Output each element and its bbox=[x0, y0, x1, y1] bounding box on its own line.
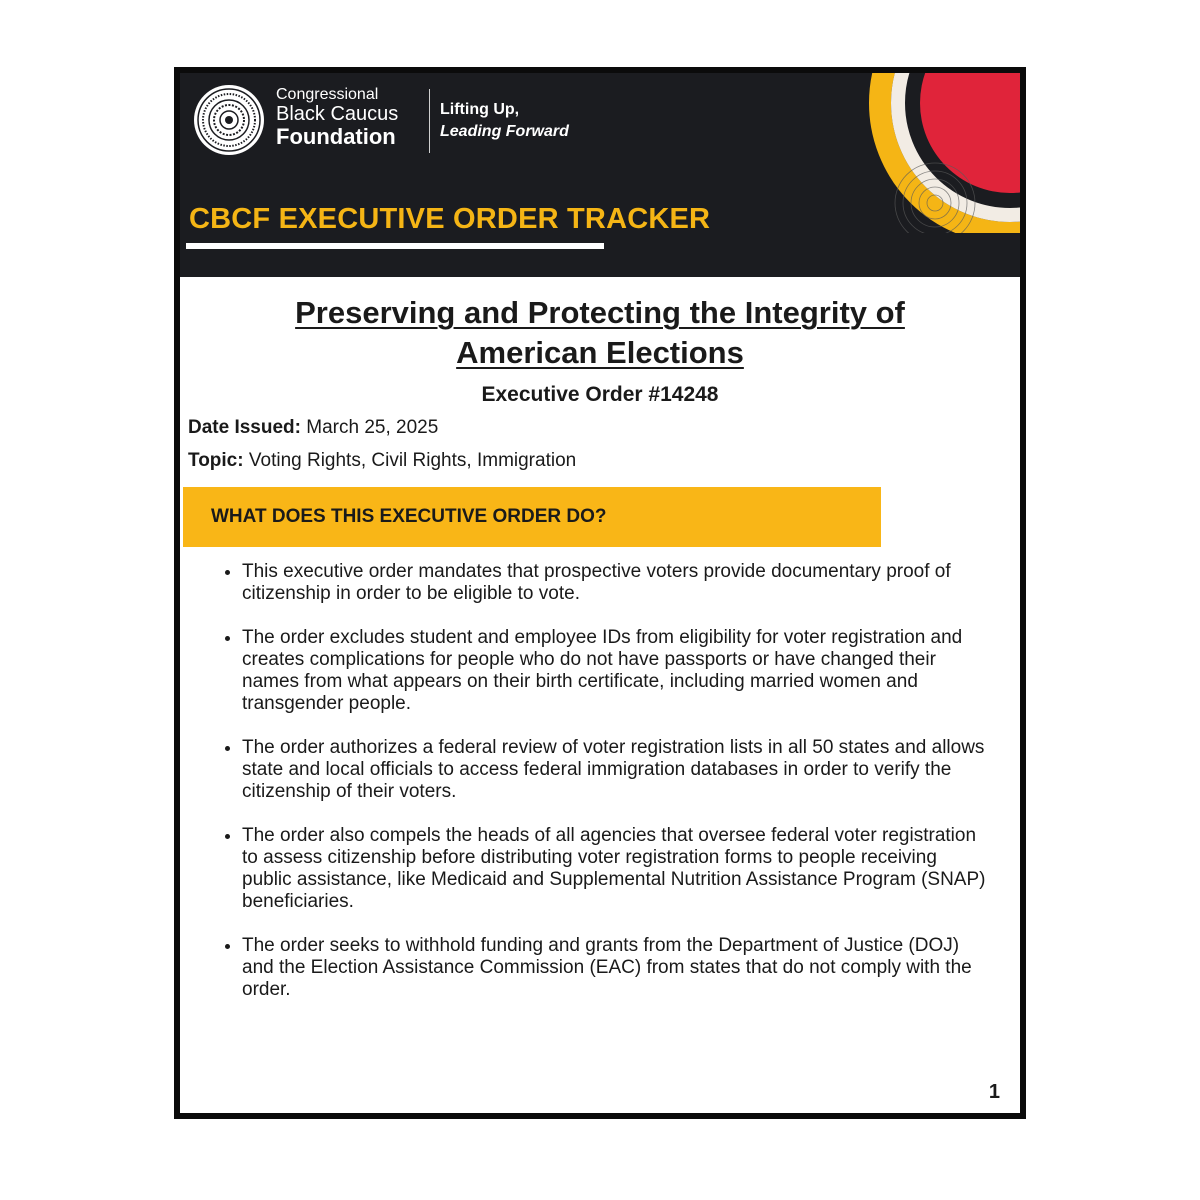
list-item: • The order also compels the heads of all agencies that oversee federal voter registration to assess citizenship before distributing voter registration forms to people receiving public assistance, like Medicaid and Supplemental Nutrition Assistance Program (SNAP) beneficiaries. bbox=[242, 825, 987, 913]
cbcf-seal-logo bbox=[192, 83, 266, 157]
list-item: • This executive order mandates that prospective voters provide documentary proof of citizenship in order to be eligible to vote. bbox=[242, 561, 987, 605]
org-name-line2: Black Caucus bbox=[276, 102, 399, 125]
header-banner bbox=[180, 73, 1020, 277]
bullet-list bbox=[218, 561, 987, 1023]
date-issued bbox=[188, 417, 438, 439]
section-heading-banner bbox=[183, 487, 881, 547]
date-issued-value: March 25, 2025 bbox=[300, 417, 439, 438]
list-item: • The order excludes student and employee IDs from eligibility for voter registration and creates complications for people who do not have passports or have changed their names from what appears on their birth certificate, including married women and transgender people. bbox=[242, 627, 987, 715]
document-page bbox=[174, 67, 1026, 1119]
executive-order-number: Executive Order #14248 bbox=[481, 383, 719, 406]
tracker-title: CBCF EXECUTIVE ORDER TRACKER bbox=[189, 203, 711, 235]
org-name bbox=[276, 87, 398, 148]
page-number: 1 bbox=[988, 1081, 1000, 1103]
decorative-arcs-graphic bbox=[860, 73, 1020, 233]
topic bbox=[188, 450, 576, 472]
org-name-line3: Foundation bbox=[276, 123, 396, 149]
document-title-line1: Preserving and Protecting the Integrity of bbox=[295, 295, 905, 330]
tagline-line2: Leading Forward bbox=[440, 122, 569, 140]
section-heading: WHAT DOES THIS EXECUTIVE ORDER DO? bbox=[211, 506, 607, 527]
date-issued-label: Date Issued: bbox=[188, 417, 301, 438]
topic-value: Voting Rights, Civil Rights, Immigration bbox=[243, 450, 577, 471]
logo-divider bbox=[429, 89, 430, 153]
document-title bbox=[180, 293, 1020, 373]
org-name-line1: Congressional bbox=[276, 86, 379, 103]
tagline-line1: Lifting Up, bbox=[440, 101, 520, 118]
list-item: • The order seeks to withhold funding and grants from the Department of Justice (DOJ) and the Election Assistance Commission (EAC) from states that do not comply with the order. bbox=[242, 935, 987, 1001]
list-item: • The order authorizes a federal review of voter registration lists in all 50 states and allows state and local officials to access federal immigration databases in order to verify the citizenship of their voters. bbox=[242, 737, 987, 803]
tracker-title-underline bbox=[186, 243, 604, 249]
document-title-line2: American Elections bbox=[456, 335, 744, 370]
topic-label: Topic: bbox=[188, 450, 244, 471]
tagline bbox=[440, 99, 569, 142]
